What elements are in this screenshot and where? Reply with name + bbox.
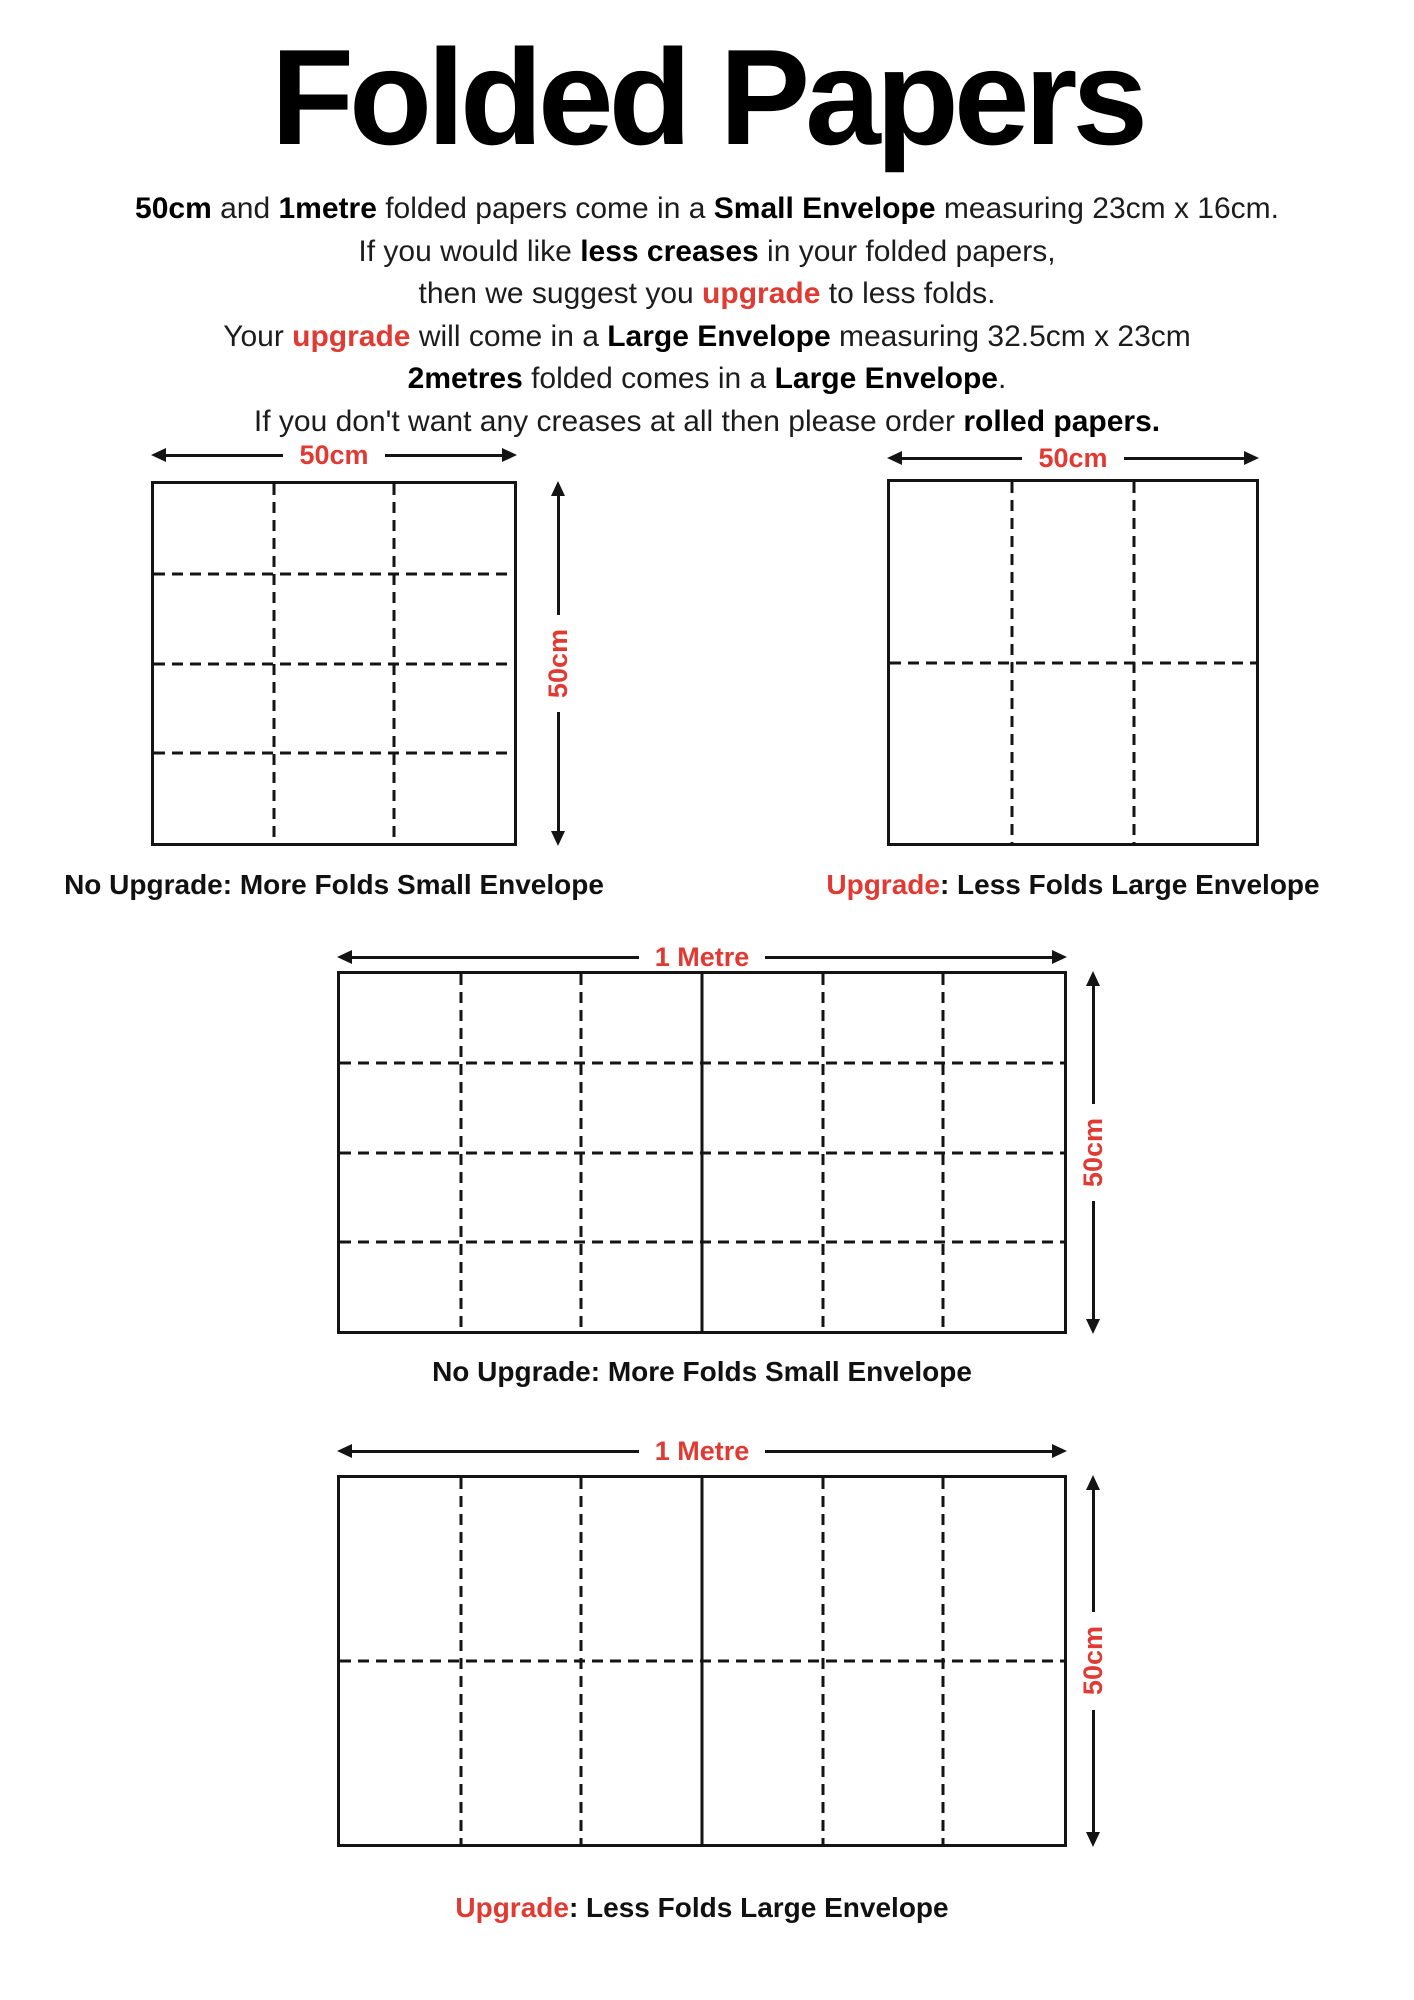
fold-line-dashed	[154, 662, 514, 665]
height-arrow-1metre-less-folds	[1079, 1475, 1107, 1847]
height-arrow-50cm-more-folds	[544, 481, 572, 846]
arrowhead-up-icon	[1086, 1475, 1100, 1490]
arrowhead-left-icon	[887, 451, 902, 465]
fold-line-dashed	[890, 661, 1256, 664]
paper-1metre-more-folds	[337, 971, 1067, 1334]
intro-line-6: If you don't want any creases at all then please order rolled papers.	[253, 404, 1161, 438]
arrowhead-right-icon	[1052, 950, 1067, 964]
width-arrow-1metre-more-folds	[337, 943, 1067, 971]
paper-50cm-more-folds	[151, 481, 517, 846]
width-dimension-label: 1 Metre	[654, 941, 750, 972]
intro-line-4: Your upgrade will come in a Large Envelope measuring 32.5cm x 23cm	[223, 319, 1191, 353]
arrowhead-left-icon	[337, 950, 352, 964]
arrowhead-right-icon	[1052, 1444, 1067, 1458]
caption-50cm-more-folds: No Upgrade: More Folds Small Envelope	[64, 869, 604, 900]
fold-line-dashed	[154, 572, 514, 575]
fold-line-dashed	[340, 1151, 1064, 1154]
intro-paragraph	[0, 188, 1414, 443]
page-title: Folded Papers	[270, 21, 1144, 173]
fold-line-dashed	[154, 752, 514, 755]
caption-50cm-less-folds: Upgrade: Less Folds Large Envelope	[826, 869, 1320, 900]
fold-line-dashed	[340, 1660, 1064, 1663]
arrowhead-left-icon	[337, 1444, 352, 1458]
arrowhead-left-icon	[151, 448, 166, 462]
paper-50cm-less-folds	[887, 479, 1259, 846]
width-arrow-50cm-less-folds	[887, 444, 1259, 472]
arrowhead-right-icon	[1244, 451, 1259, 465]
intro-line-3: then we suggest you upgrade to less folds.	[418, 277, 996, 310]
intro-line-5: 2metres folded comes in a Large Envelope.	[407, 362, 1007, 395]
paper-1metre-less-folds	[337, 1475, 1067, 1847]
arrowhead-down-icon	[1086, 1832, 1100, 1847]
intro-line-1: 50cm and 1metre folded papers come in a Small Envelope measuring 23cm x 16cm.	[135, 192, 1279, 225]
arrowhead-up-icon	[1086, 971, 1100, 986]
arrowhead-down-icon	[1086, 1319, 1100, 1334]
height-arrow-1metre-more-folds	[1079, 971, 1107, 1334]
intro-line-2: If you would like less creases in your folded papers,	[358, 234, 1056, 268]
arrowhead-up-icon	[551, 481, 565, 496]
fold-line-dashed	[340, 1240, 1064, 1243]
caption-1metre-less-folds: Upgrade: Less Folds Large Envelope	[455, 1892, 949, 1923]
height-dimension-label: 50cm	[1077, 1626, 1108, 1696]
arrowhead-down-icon	[551, 831, 565, 846]
height-dimension-label: 50cm	[1077, 1117, 1108, 1188]
width-dimension-label: 50cm	[299, 439, 369, 470]
arrowhead-right-icon	[502, 448, 517, 462]
caption-1metre-more-folds: No Upgrade: More Folds Small Envelope	[432, 1356, 972, 1387]
width-arrow-1metre-less-folds	[337, 1437, 1067, 1465]
width-dimension-label: 50cm	[1038, 442, 1108, 473]
width-dimension-label: 1 Metre	[654, 1435, 750, 1466]
width-arrow-50cm-more-folds	[151, 441, 517, 469]
fold-line-dashed	[340, 1062, 1064, 1065]
height-dimension-label: 50cm	[542, 628, 573, 699]
